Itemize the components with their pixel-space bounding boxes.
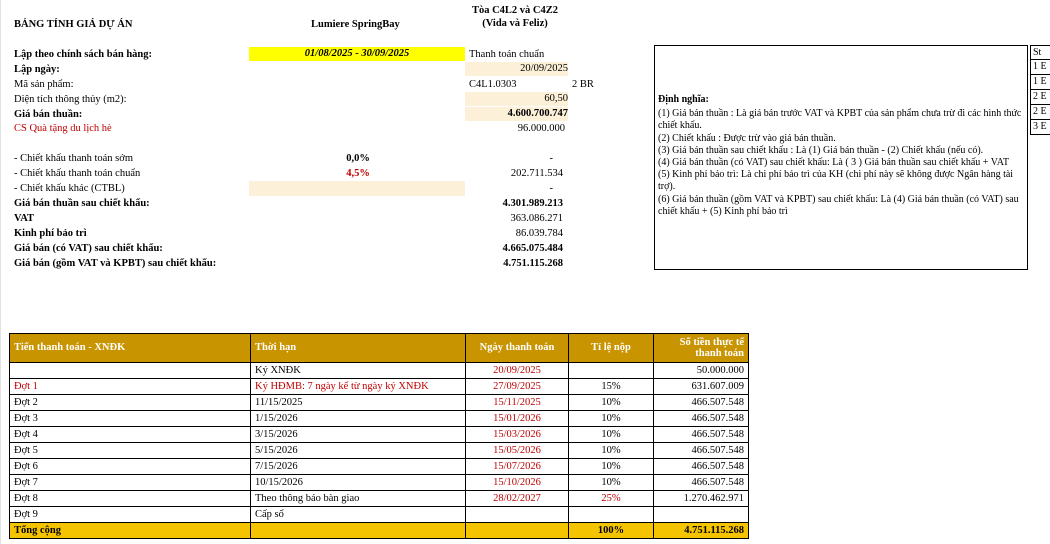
header-date[interactable]: Ngày thanh toán (466, 334, 569, 363)
area-value-cell[interactable]: 60,50 (465, 92, 568, 106)
cell-date[interactable]: 15/05/2026 (466, 443, 569, 459)
cell-date[interactable]: 28/02/2027 (466, 491, 569, 507)
cell-term[interactable]: Ký HĐMB: 7 ngày kể từ ngày ký XNĐK (251, 379, 466, 395)
maintenance-label: Kinh phí bảo trì (14, 228, 87, 239)
cell-stage[interactable]: Đợt 6 (10, 459, 251, 475)
cell-date[interactable]: 15/10/2026 (466, 475, 569, 491)
after-discount-value[interactable]: 4.301.989.213 (502, 198, 563, 209)
cell-date[interactable]: 20/09/2025 (466, 363, 569, 379)
vat-label: VAT (14, 213, 35, 224)
sheet-title: BẢNG TÍNH GIÁ DỰ ÁN (14, 19, 133, 30)
cell-amount[interactable]: 631.607.009 (654, 379, 749, 395)
side-table-cell[interactable]: 3 E (1030, 120, 1050, 135)
net-price-value[interactable]: 4.600.700.747 (465, 107, 568, 121)
date-label: Lập ngày: (14, 64, 60, 75)
table-row (10, 443, 749, 459)
side-table (1030, 45, 1050, 135)
definitions-box (654, 45, 1028, 270)
cell-date[interactable]: 27/09/2025 (466, 379, 569, 395)
cell-rate[interactable]: 10% (569, 411, 654, 427)
cell-rate[interactable]: 10% (569, 395, 654, 411)
sheet-left-gridline (0, 0, 1, 544)
cell-rate[interactable]: 10% (569, 475, 654, 491)
cell-amount[interactable]: 466.507.548 (654, 427, 749, 443)
net-price-label: Giá bán thuần: (14, 109, 83, 120)
cell-date[interactable]: 15/07/2026 (466, 459, 569, 475)
full-price-value[interactable]: 4.751.115.268 (503, 258, 563, 269)
table-row (10, 459, 749, 475)
cell-rate[interactable] (569, 507, 654, 523)
policy-label: Lập theo chính sách bán hàng: (14, 49, 153, 60)
cell-stage[interactable]: Đợt 7 (10, 475, 251, 491)
cell-stage[interactable]: Đợt 3 (10, 411, 251, 427)
table-row (10, 363, 749, 379)
total-label[interactable]: Tổng cộng (10, 523, 251, 539)
cell-amount[interactable] (654, 507, 749, 523)
side-table-cell[interactable]: 2 E (1030, 90, 1050, 105)
side-table-cell[interactable]: 2 E (1030, 105, 1050, 120)
cell-date[interactable]: 15/01/2026 (466, 411, 569, 427)
cell-rate[interactable] (569, 363, 654, 379)
cell-term[interactable]: 7/15/2026 (251, 459, 466, 475)
cell-amount[interactable]: 1.270.462.971 (654, 491, 749, 507)
std-discount-label: - Chiết khấu thanh toán chuẩn (14, 168, 141, 179)
vat-price-value[interactable]: 4.665.075.484 (502, 243, 563, 254)
gift-value[interactable]: 96.000.000 (517, 123, 565, 134)
side-table-cell[interactable]: St (1030, 45, 1050, 60)
cell-term[interactable]: 3/15/2026 (251, 427, 466, 443)
total-amount[interactable]: 4.751.115.268 (654, 523, 749, 539)
definition-line: (5) Kinh phí bảo trì: Là chi phí bảo trì của KH (chi phí này sẽ không được Ngân hàng tài trợ). (658, 169, 1014, 193)
std-discount-value[interactable]: 202.711.534 (510, 168, 563, 179)
tower-line-2: (Vida và Feliz) (482, 18, 548, 29)
total-empty[interactable] (251, 523, 466, 539)
table-header-row (10, 334, 749, 363)
table-row (10, 427, 749, 443)
cell-amount[interactable]: 50.000.000 (654, 363, 749, 379)
std-discount-pct[interactable]: 4,5% (346, 168, 370, 179)
cell-term[interactable]: 1/15/2026 (251, 411, 466, 427)
cell-stage[interactable]: Đợt 5 (10, 443, 251, 459)
table-row (10, 507, 749, 523)
cell-amount[interactable]: 466.507.548 (654, 411, 749, 427)
other-discount-label: - Chiết khấu khác (CTBL) (14, 183, 125, 194)
header-amount[interactable]: Số tiền thực tế thanh toán (654, 334, 749, 363)
side-table-cell[interactable]: 1 E (1030, 60, 1050, 75)
cell-date[interactable]: 15/03/2026 (466, 427, 569, 443)
cell-term[interactable]: Cấp sổ (251, 507, 466, 523)
definition-line: (6) Giá bán thuần (gồm VAT và KPBT) sau chiết khấu: Là (4) Giá bán thuần (có VAT) sau chiết khấu + (5) Kinh phí bảo trì (658, 193, 1019, 217)
definition-line: (2) Chiết khấu : Được trừ vào giá bán thuần. (658, 132, 836, 144)
table-row (10, 491, 749, 507)
cell-stage[interactable]: Đợt 2 (10, 395, 251, 411)
table-row (10, 411, 749, 427)
side-table-cell[interactable]: 1 E (1030, 75, 1050, 90)
cell-term[interactable]: 5/15/2026 (251, 443, 466, 459)
other-discount-value[interactable]: - (549, 183, 553, 194)
header-rate[interactable]: Tỉ lệ nộp (569, 334, 654, 363)
cell-term[interactable]: Ký XNĐK (251, 363, 466, 379)
cell-amount[interactable]: 466.507.548 (654, 459, 749, 475)
cell-date[interactable]: 15/11/2025 (466, 395, 569, 411)
product-code[interactable]: C4L1.0303 (469, 79, 517, 90)
total-row (10, 523, 749, 539)
cell-term[interactable]: 10/15/2026 (251, 475, 466, 491)
date-value-cell[interactable]: 20/09/2025 (465, 62, 568, 76)
total-rate[interactable]: 100% (569, 523, 654, 539)
cell-amount[interactable]: 466.507.548 (654, 443, 749, 459)
tower-line-1: Tòa C4L2 và C4Z2 (471, 5, 559, 16)
vat-value[interactable]: 363.086.271 (510, 213, 563, 224)
cell-amount[interactable]: 466.507.548 (654, 395, 749, 411)
cell-stage[interactable]: Đợt 1 (10, 379, 251, 395)
table-row (10, 379, 749, 395)
cell-amount[interactable]: 466.507.548 (654, 475, 749, 491)
policy-value-cell[interactable]: 01/08/2025 - 30/09/2025 (249, 47, 465, 61)
table-row (10, 395, 749, 411)
definition-line: (4) Giá bán thuần (có VAT) sau chiết khấu: Là ( 3 ) Giá bán thuần sau chiết khấu + VAT (658, 157, 1009, 169)
early-discount-pct[interactable]: 0,0% (346, 153, 370, 164)
total-empty[interactable] (466, 523, 569, 539)
cell-term[interactable]: Theo thông báo bàn giao (251, 491, 466, 507)
early-discount-value[interactable]: - (549, 153, 553, 164)
cell-rate[interactable]: 25% (569, 491, 654, 507)
early-discount-label: - Chiết khấu thanh toán sớm (14, 153, 133, 164)
cell-stage[interactable]: Đợt 9 (10, 507, 251, 523)
cell-term[interactable]: 11/15/2025 (251, 395, 466, 411)
full-price-label: Giá bán (gồm VAT và KPBT) sau chiết khấu: (14, 258, 217, 269)
header-stage[interactable]: Tiến thanh toán - XNĐK (10, 334, 251, 363)
cell-date[interactable] (466, 507, 569, 523)
product-label: Mã sản phẩm: (14, 79, 74, 90)
definition-line: (3) Giá bán thuần sau chiết khấu : Là (1) Giá bán thuần - (2) Chiết khấu (nếu có). (658, 144, 984, 156)
cell-stage[interactable]: Đợt 4 (10, 427, 251, 443)
cell-rate[interactable]: 15% (569, 379, 654, 395)
product-type: 2 BR (572, 79, 594, 90)
cell-rate[interactable]: 10% (569, 459, 654, 475)
definitions-heading: Định nghĩa: (658, 94, 709, 105)
area-label: Diện tích thông thủy (m2): (14, 94, 127, 105)
after-discount-label: Giá bán thuần sau chiết khấu: (14, 198, 150, 209)
payment-schedule-table (9, 333, 749, 539)
maintenance-value[interactable]: 86.039.784 (515, 228, 563, 239)
cell-stage[interactable]: Đợt 8 (10, 491, 251, 507)
other-discount-input[interactable] (249, 181, 465, 196)
policy-note: Thanh toán chuẩn (469, 49, 545, 60)
cell-rate[interactable]: 10% (569, 427, 654, 443)
definition-line: (1) Giá bán thuần : Là giá bán trước VAT và KPBT của sản phẩm chưa trừ đi các hình thức chiết khấu. (658, 108, 1022, 132)
cell-rate[interactable]: 10% (569, 443, 654, 459)
header-term[interactable]: Thời hạn (251, 334, 466, 363)
project-name: Lumiere SpringBay (311, 19, 400, 30)
vat-price-label: Giá bán (có VAT) sau chiết khấu: (14, 243, 163, 254)
table-row (10, 475, 749, 491)
gift-label: CS Quà tặng du lịch hè (14, 123, 112, 134)
cell-stage[interactable] (10, 363, 251, 379)
